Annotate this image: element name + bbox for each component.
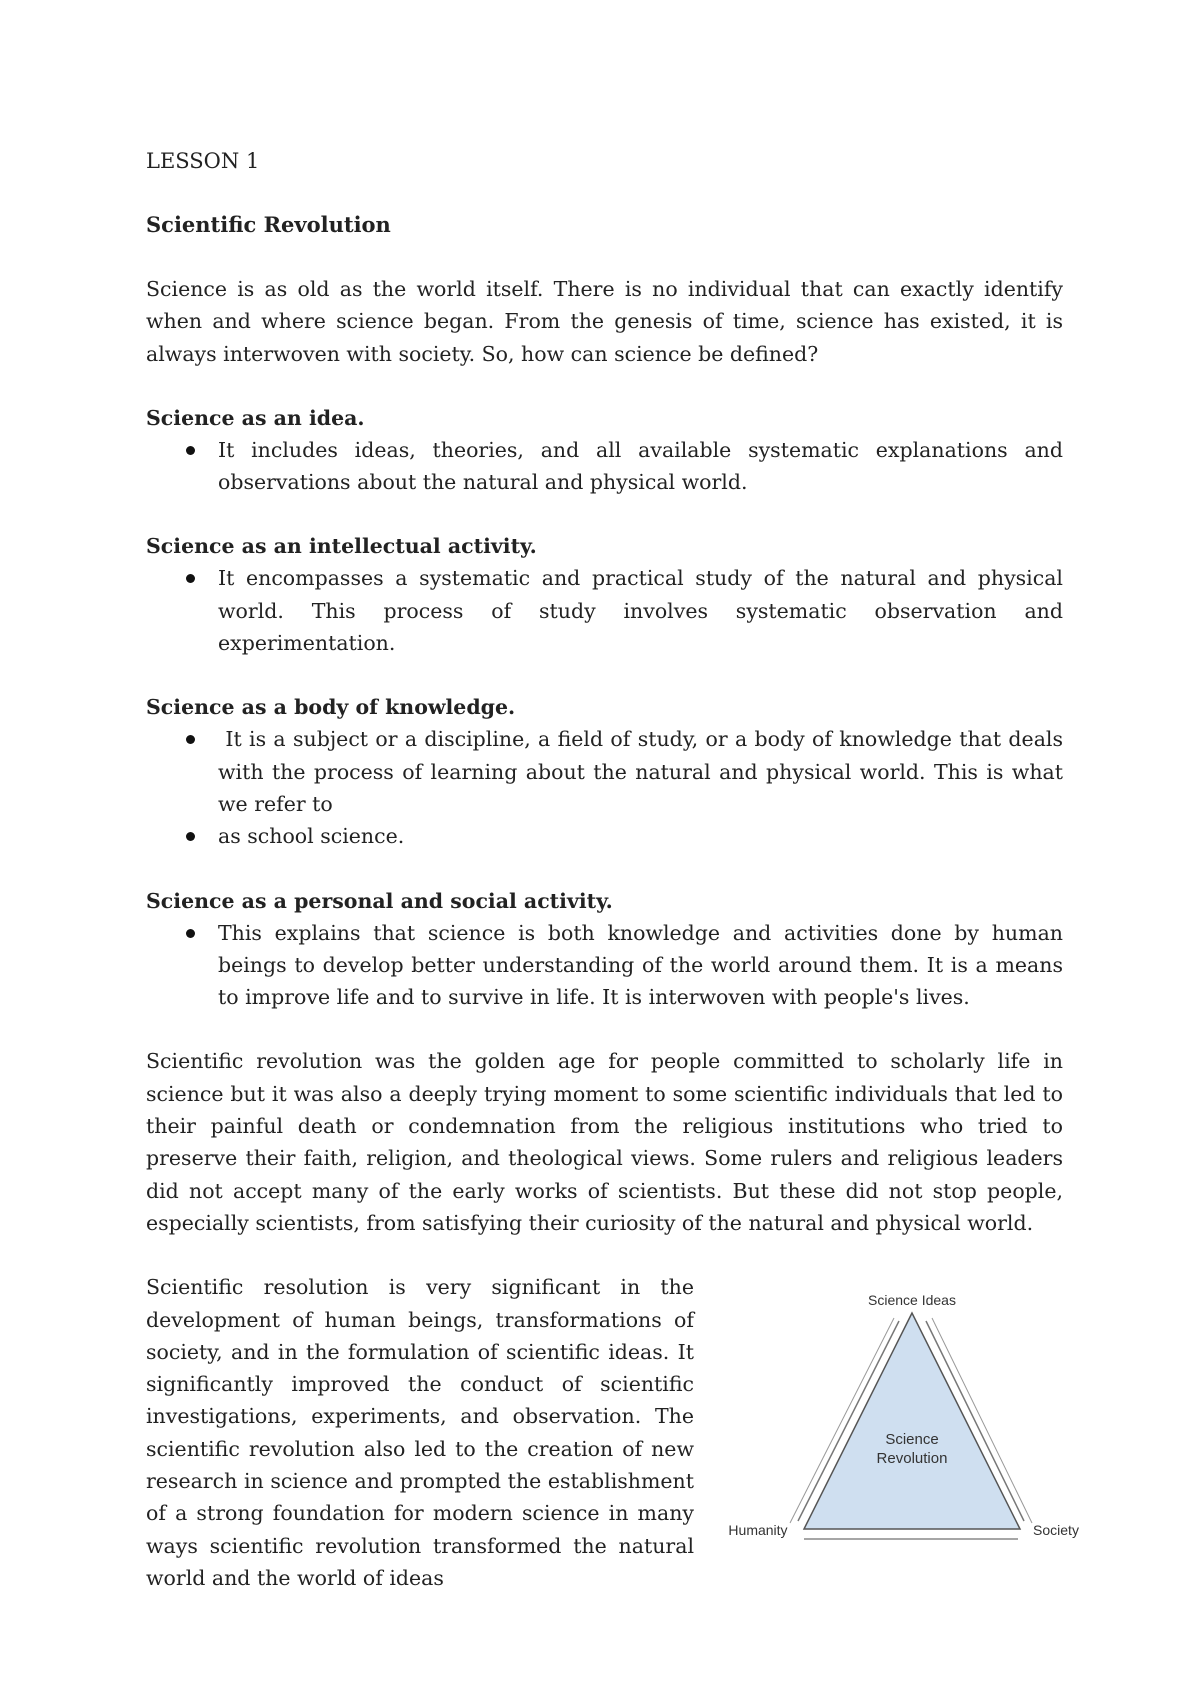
section-heading: Science as a body of knowledge. (146, 695, 516, 720)
bullet-icon (186, 735, 195, 744)
section-heading: Science as an idea. (146, 405, 365, 430)
bullet-text: It is a subject or a discipline, a field of study, or a body of knowledge that deals with the process of learning about the natural and physical world. This is what we refer to (218, 727, 1070, 816)
triangle-shape (804, 1313, 1020, 1529)
list-item (146, 723, 1070, 820)
bullet-text: as school science. (218, 824, 405, 849)
list-item (146, 917, 1063, 1014)
center-label-line1: Science (885, 1431, 939, 1449)
resolution-block (146, 1271, 1079, 1594)
document-page (146, 145, 1079, 1594)
society-label: Society (1033, 1522, 1079, 1539)
list-item (146, 562, 1063, 659)
section-intellectual-activity (146, 530, 1063, 659)
lesson-label: LESSON 1 (146, 149, 260, 173)
bullet-text: It includes ideas, theories, and all available systematic explanations and observations about the natural and physical world. (218, 437, 1063, 495)
revolution-paragraph: Scientific revolution was the golden age for people committed to scholarly life in science but it was also a deeply trying moment to some scientific individuals that led to their painful death or condemnation from the religious institutions who tried to preserve their faith, religion, and theological views. Some rulers and religious leaders did not accept many of the early works of scientists. But these did not stop people, especially scientists, from satisfying their curiosity of the natural and physical world. (146, 1049, 1063, 1235)
list-item (146, 434, 1063, 499)
bullet-list (146, 562, 1063, 659)
lesson-title: Scientific Revolution (146, 212, 391, 237)
science-triangle-diagram (718, 1291, 1108, 1581)
resolution-paragraph: Scientific resolution is very significant in the development of human beings, transformations of society, and in the formulation of scientific ideas. It significantly improved the conduct of scientific investigations, experiments, and observation. The scientific revolution also led to the creation of new research in science and prompted the establishment of a strong foundation for modern science in many ways scientific revolution transformed the natural world and the world of ideas (146, 1275, 694, 1590)
bullet-icon (186, 446, 195, 455)
bullet-icon (186, 574, 195, 583)
center-label-line2: Revolution (876, 1450, 948, 1468)
section-idea (146, 402, 1063, 499)
intro-paragraph: Science is as old as the world itself. There is no individual that can exactly identify when and where science began. From the genesis of time, science has existed, it is always interwoven with society. So, how can science be defined? (146, 277, 1063, 366)
list-item (146, 820, 1063, 852)
triangle-svg (718, 1291, 1108, 1581)
bullet-text: This explains that science is both knowledge and activities done by human beings to develop better understanding of the world around them. It is a means to improve life and to survive in life. It is interwoven with people's lives. (218, 920, 1063, 1010)
section-heading: Science as a personal and social activity. (146, 888, 613, 913)
bullet-list (146, 917, 1063, 1014)
bullet-list (146, 434, 1063, 499)
section-personal-social-activity (146, 885, 1063, 1014)
humanity-label: Humanity (728, 1522, 788, 1539)
bullet-text: It encompasses a systematic and practical study of the natural and physical world. This process of study involves systematic observation and experimentation. (218, 566, 1063, 656)
bullet-list (146, 723, 1070, 852)
bullet-icon (186, 929, 195, 938)
science-ideas-label: Science Ideas (868, 1292, 956, 1309)
section-heading: Science as an intellectual activity. (146, 534, 537, 559)
section-body-of-knowledge (146, 691, 1070, 852)
bullet-icon (186, 832, 195, 841)
